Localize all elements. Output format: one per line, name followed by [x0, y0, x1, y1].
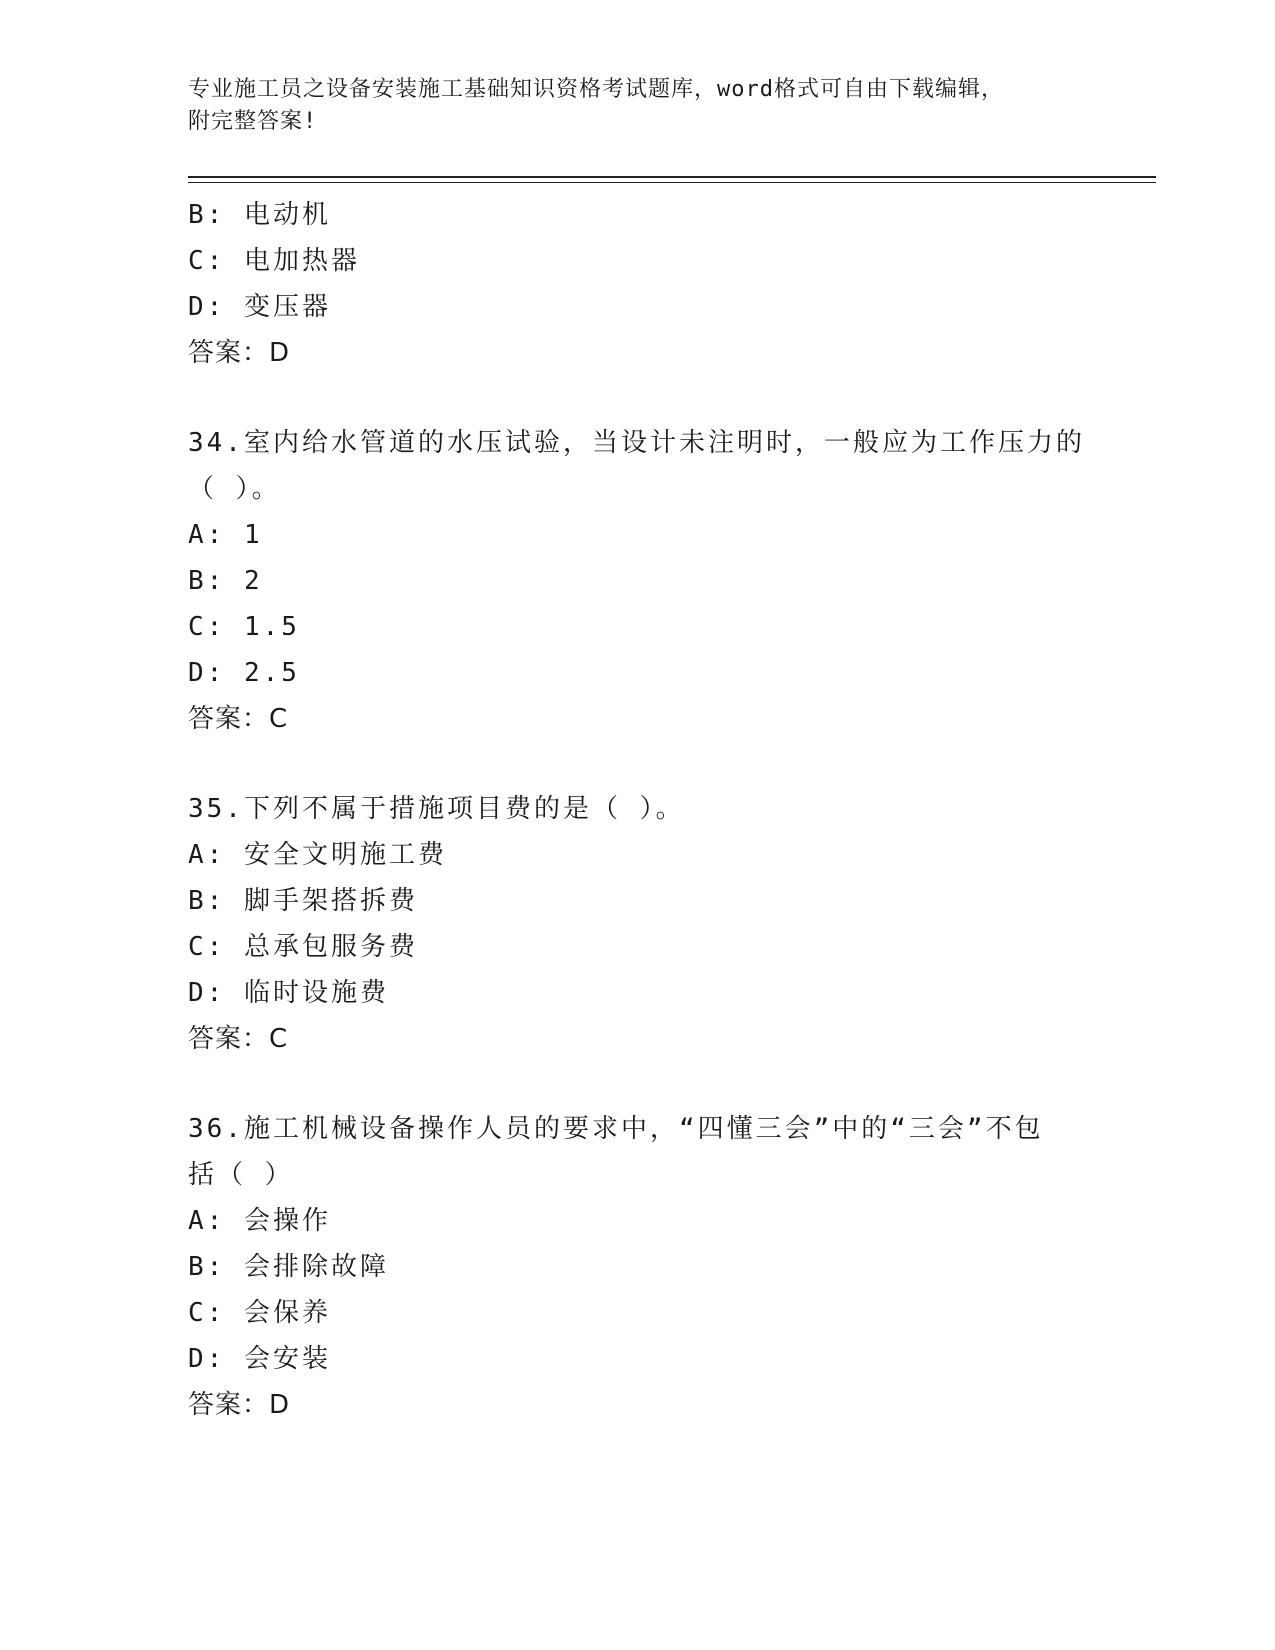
option-c: C: 会保养 [188, 1298, 331, 1328]
option-b: B: 会排除故障 [188, 1252, 389, 1282]
option-a: A: 1 [188, 520, 263, 550]
option-b: B: 电动机 [188, 200, 331, 230]
question-stem-line-1: 35.下列不属于措施项目费的是（ ）。 [188, 794, 685, 824]
header-divider-thin [188, 182, 1156, 183]
question-34 [188, 420, 1088, 742]
spacer [188, 742, 1088, 786]
option-b: B: 2 [188, 566, 263, 596]
document-header [188, 74, 1088, 138]
option-d: D: 会安装 [188, 1344, 331, 1374]
option-c: C: 1.5 [188, 612, 300, 642]
answer-line: 答案：C [188, 704, 289, 734]
option-c: C: 电加热器 [188, 246, 360, 276]
option-b: B: 脚手架搭拆费 [188, 886, 418, 916]
answer-line: 答案：D [188, 338, 291, 368]
question-list [188, 192, 1088, 1428]
question-stem-line-1: 34.室内给水管道的水压试验，当设计未注明时，一般应为工作压力的 [188, 428, 1085, 458]
option-d: D: 2.5 [188, 658, 300, 688]
answer-line: 答案：C [188, 1024, 289, 1054]
question-33-continued [188, 192, 1088, 376]
option-c: C: 总承包服务费 [188, 932, 418, 962]
question-36 [188, 1106, 1088, 1428]
option-a: A: 安全文明施工费 [188, 840, 447, 870]
spacer [188, 376, 1088, 420]
answer-line: 答案：D [188, 1390, 291, 1420]
header-title-line-2: 附完整答案! [188, 109, 318, 134]
option-d: D: 变压器 [188, 292, 331, 322]
header-title-line-1: 专业施工员之设备安装施工基础知识资格考试题库，word格式可自由下载编辑， [188, 77, 1004, 102]
question-stem-line-2: （ ）。 [188, 474, 281, 504]
option-d: D: 临时设施费 [188, 978, 389, 1008]
spacer [188, 1062, 1088, 1106]
question-stem-line-1: 36.施工机械设备操作人员的要求中，“四懂三会”中的“三会”不包 [188, 1114, 1044, 1144]
question-stem-line-2: 括（ ） [188, 1160, 294, 1190]
option-a: A: 会操作 [188, 1206, 331, 1236]
question-35 [188, 786, 1088, 1062]
header-divider-thick [188, 176, 1156, 178]
